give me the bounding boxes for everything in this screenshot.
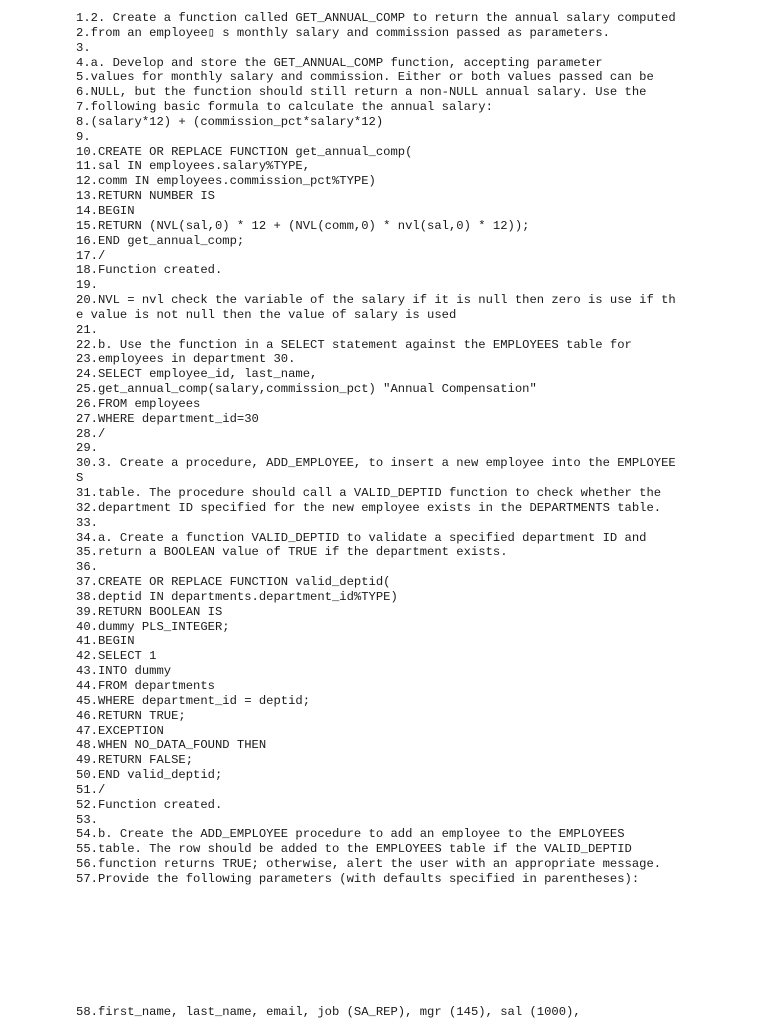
text-line: 2.from an employee▯ s monthly salary and commission passed as parameters.: [76, 25, 610, 40]
text-line: 48.WHEN NO_DATA_FOUND THEN: [76, 738, 267, 753]
text-line: 4.a. Develop and store the GET_ANNUAL_COMP function, accepting parameter: [76, 55, 603, 70]
text-line: 54.b. Create the ADD_EMPLOYEE procedure to add an employee to the EMPLOYEES: [76, 827, 625, 842]
text-line: 29.: [76, 441, 98, 456]
text-line: 55.table. The row should be added to the EMPLOYEES table if the VALID_DEPTID: [76, 842, 632, 857]
text-line: 52.Function created.: [76, 797, 223, 812]
text-line: 22.b. Use the function in a SELECT statement against the EMPLOYEES table for: [76, 337, 632, 352]
text-line: 12.comm IN employees.commission_pct%TYPE): [76, 174, 376, 189]
text-line: 6.NULL, but the function should still return a non-NULL annual salary. Use the: [76, 85, 647, 100]
text-line: 42.SELECT 1: [76, 649, 157, 664]
text-line: 16.END get_annual_comp;: [76, 233, 245, 248]
text-line: 49.RETURN FALSE;: [76, 753, 194, 768]
text-line: 23.employees in department 30.: [76, 352, 296, 367]
text-line: 10.CREATE OR REPLACE FUNCTION get_annual_comp(: [76, 144, 413, 159]
document-body: [76, 11, 676, 887]
text-line: 1.2. Create a function called GET_ANNUAL_COMP to return the annual salary computed: [76, 11, 676, 25]
text-line: 5.values for monthly salary and commission. Either or both values passed can be: [76, 70, 654, 85]
text-line: 28./: [76, 426, 106, 441]
text-line: 37.CREATE OR REPLACE FUNCTION valid_deptid(: [76, 575, 391, 590]
text-line: 7.following basic formula to calculate the annual salary:: [76, 100, 493, 115]
text-line: 24.SELECT employee_id, last_name,: [76, 367, 318, 382]
text-line: 30.3. Create a procedure, ADD_EMPLOYEE, to insert a new employee into the EMPLOYEES: [76, 456, 676, 486]
text-line: 43.INTO dummy: [76, 664, 172, 679]
text-line: 27.WHERE department_id=30: [76, 411, 259, 426]
text-line: 46.RETURN TRUE;: [76, 708, 186, 723]
text-line: 15.RETURN (NVL(sal,0) * 12 + (NVL(comm,0) * nvl(sal,0) * 12));: [76, 218, 530, 233]
text-line: 20.NVL = nvl check the variable of the salary if it is null then zero is use if the value is not null then the value of salary is used: [76, 293, 676, 322]
text-line: 44.FROM departments: [76, 678, 215, 693]
text-line: 11.sal IN employees.salary%TYPE,: [76, 159, 311, 174]
text-line: 26.FROM employees: [76, 396, 201, 411]
text-line: 57.Provide the following parameters (with defaults specified in parentheses):: [76, 871, 640, 886]
text-line: 36.: [76, 560, 98, 575]
footer-text-line: 58.first_name, last_name, email, job (SA_REP), mgr (145), sal (1000),: [76, 1005, 581, 1019]
text-line: 35.return a BOOLEAN value of TRUE if the department exists.: [76, 545, 508, 560]
text-line: 53.: [76, 812, 98, 827]
text-line: 13.RETURN NUMBER IS: [76, 189, 215, 204]
text-line: 32.department ID specified for the new employee exists in the DEPARTMENTS table.: [76, 500, 662, 515]
text-line: 31.table. The procedure should call a VALID_DEPTID function to check whether the: [76, 486, 662, 500]
text-line: 47.EXCEPTION: [76, 723, 164, 738]
text-line: 50.END valid_deptid;: [76, 768, 223, 783]
text-line: 8.(salary*12) + (commission_pct*salary*12): [76, 114, 384, 129]
text-line: 38.deptid IN departments.department_id%TYPE): [76, 589, 398, 604]
text-line: 18.Function created.: [76, 263, 223, 278]
text-line: 56.function returns TRUE; otherwise, alert the user with an appropriate message.: [76, 857, 662, 872]
text-line: 45.WHERE department_id = deptid;: [76, 693, 311, 708]
text-line: 33.: [76, 515, 98, 530]
text-line: 9.: [76, 129, 91, 144]
text-line: 3.: [76, 40, 91, 55]
text-line: 51./: [76, 782, 106, 797]
text-line: 21.: [76, 322, 98, 337]
text-line: 41.BEGIN: [76, 634, 135, 649]
text-line: 40.dummy PLS_INTEGER;: [76, 619, 230, 634]
text-line: 25.get_annual_comp(salary,commission_pct) "Annual Compensation": [76, 382, 537, 397]
text-line: 14.BEGIN: [76, 203, 135, 218]
text-line: 39.RETURN BOOLEAN IS: [76, 604, 223, 619]
text-line: 19.: [76, 278, 98, 293]
text-line: 34.a. Create a function VALID_DEPTID to validate a specified department ID and: [76, 530, 647, 545]
text-line: 17./: [76, 248, 106, 263]
